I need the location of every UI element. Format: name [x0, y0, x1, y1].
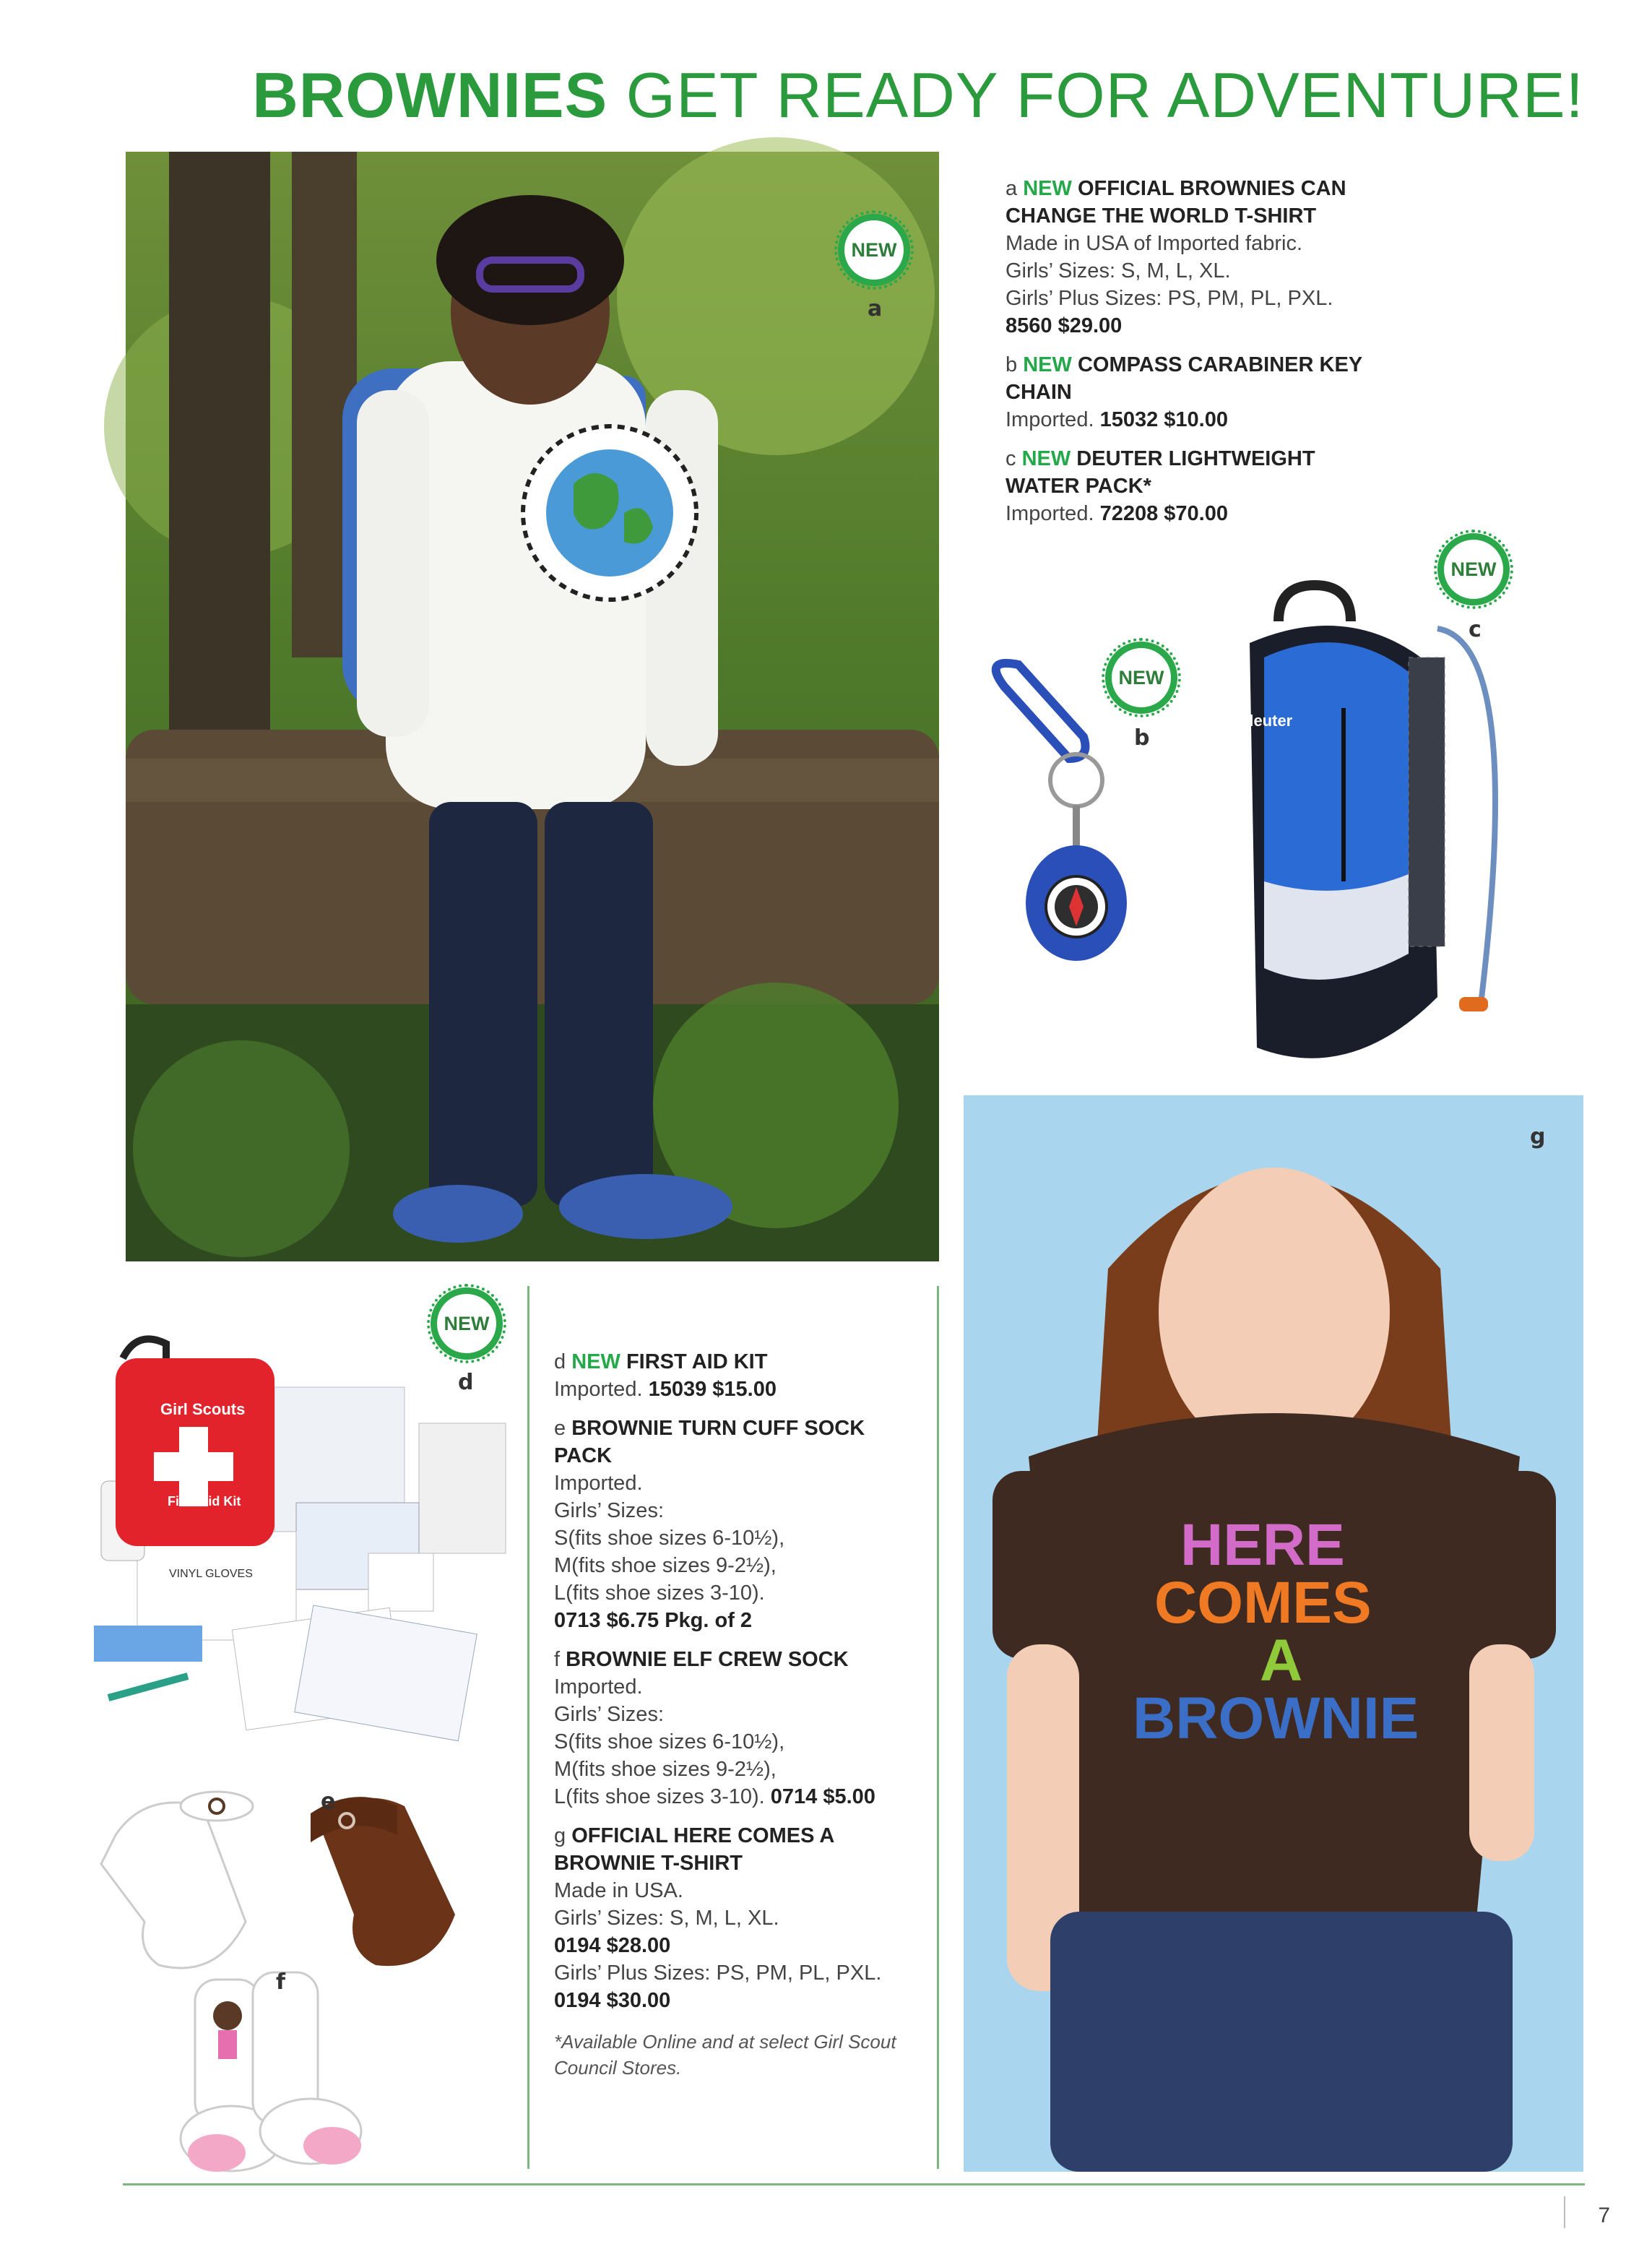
product-e-line4: M(fits shoe sizes 9-2½),: [554, 1554, 777, 1577]
product-e: [554, 1415, 922, 1634]
product-b-code-price: 15032 $10.00: [1099, 408, 1228, 431]
product-g-name: OFFICIAL HERE COMES A BROWNIE T-SHIRT: [554, 1824, 834, 1875]
new-badge-d: NEW: [431, 1287, 503, 1360]
product-a: [1006, 175, 1381, 340]
product-e-line2: Girls’ Sizes:: [554, 1499, 664, 1522]
product-f: [554, 1646, 922, 1811]
product-f-line3: S(fits shoe sizes 6-10½),: [554, 1730, 785, 1753]
product-a-line1: Made in USA of Imported fabric.: [1006, 232, 1303, 255]
product-b: [1006, 351, 1381, 433]
product-b-name: COMPASS CARABINER KEY CHAIN: [1006, 353, 1362, 404]
footnote: *Available Online and at select Girl Scout Council Stores.: [554, 2031, 896, 2079]
page-number-separator: [1564, 2196, 1565, 2228]
shirt-g-here: HERE: [1180, 1512, 1345, 1578]
product-g-code-price-1: 0194 $28.00: [554, 1934, 671, 1957]
description-top: [1006, 175, 1381, 539]
product-f-line1: Imported.: [554, 1675, 643, 1699]
product-f-code-price: 0714 $5.00: [770, 1785, 875, 1808]
product-a-name: OFFICIAL BROWNIES CAN CHANGE THE WORLD T-SHIRT: [1006, 177, 1346, 228]
label-b: b: [1134, 725, 1150, 751]
turn-cuff-socks-image: [101, 1777, 506, 1994]
product-f-last-line: L(fits shoe sizes 3-10).: [554, 1785, 765, 1808]
label-d: d: [458, 1370, 474, 1395]
product-a-letter: a: [1006, 177, 1018, 200]
product-c-name: DEUTER LIGHTWEIGHT WATER PACK*: [1006, 447, 1315, 498]
product-b-letter: b: [1006, 353, 1018, 376]
first-aid-sub-label: First Aid Kit: [168, 1494, 241, 1509]
product-b-new: NEW: [1023, 353, 1072, 376]
label-e: e: [321, 1789, 336, 1814]
product-f-line2: Girls’ Sizes:: [554, 1703, 664, 1726]
first-aid-label: Girl Scouts: [160, 1400, 246, 1418]
title-bold: BROWNIES: [252, 59, 608, 131]
product-g-line3: Girls’ Plus Sizes: PS, PM, PL, PXL.: [554, 1962, 882, 1985]
product-d-letter: d: [554, 1350, 566, 1373]
product-d-new: NEW: [571, 1350, 620, 1373]
product-c-new: NEW: [1021, 447, 1071, 470]
water-pack-image: [1199, 578, 1517, 1069]
product-a-code-price: 8560 $29.00: [1006, 314, 1123, 337]
product-a-line2: Girls’ Sizes: S, M, L, XL.: [1006, 259, 1231, 282]
product-b-origin: Imported.: [1006, 408, 1094, 431]
product-g-code-price-2: 0194 $30.00: [554, 1989, 671, 2012]
product-c-code-price: 72208 $70.00: [1099, 502, 1228, 525]
new-badge-a: NEW: [838, 214, 910, 286]
bottom-rule: [123, 2183, 1585, 2185]
product-f-line4: M(fits shoe sizes 9-2½),: [554, 1758, 777, 1781]
first-aid-kit-image: [87, 1315, 520, 1741]
product-f-name: BROWNIE ELF CREW SOCK: [566, 1648, 849, 1671]
description-bottom: [554, 1348, 922, 2081]
label-a: a: [868, 296, 883, 321]
title-rest: GET READY FOR ADVENTURE!: [626, 59, 1584, 131]
elf-crew-socks-image: [173, 1965, 376, 2182]
product-c: [1006, 445, 1381, 527]
product-g-letter: g: [554, 1824, 566, 1847]
page-number: 7: [1598, 2204, 1610, 2227]
deuter-brand-label: deuter: [1244, 712, 1293, 730]
product-g: [554, 1822, 922, 2014]
product-d-origin: Imported.: [554, 1378, 643, 1401]
product-d: [554, 1348, 922, 1403]
product-e-name: BROWNIE TURN CUFF SOCK PACK: [554, 1417, 865, 1467]
product-a-line3: Girls’ Plus Sizes: PS, PM, PL, PXL.: [1006, 287, 1333, 310]
product-e-line1: Imported.: [554, 1472, 643, 1495]
product-e-code-price: 0713 $6.75 Pkg. of 2: [554, 1609, 753, 1632]
label-f: f: [276, 1969, 286, 1995]
product-c-origin: Imported.: [1006, 502, 1094, 525]
label-g: g: [1530, 1124, 1546, 1149]
product-d-name: FIRST AID KIT: [626, 1350, 768, 1373]
product-f-letter: f: [554, 1648, 561, 1671]
shirt-g-brownie: BROWNIE: [1133, 1686, 1419, 1751]
product-e-line5: L(fits shoe sizes 3-10).: [554, 1581, 765, 1605]
product-e-line3: S(fits shoe sizes 6-10½),: [554, 1527, 785, 1550]
product-g-line1: Made in USA.: [554, 1879, 683, 1902]
new-badge-b: NEW: [1105, 642, 1177, 714]
product-a-new: NEW: [1023, 177, 1072, 200]
product-e-letter: e: [554, 1417, 566, 1440]
photo-girl-forest: [126, 152, 939, 1261]
shirt-g-a: A: [1260, 1628, 1303, 1693]
new-badge-c: NEW: [1437, 533, 1510, 605]
product-d-code-price: 15039 $15.00: [648, 1378, 777, 1401]
vinyl-gloves-label: VINYL GLOVES: [169, 1568, 253, 1580]
divider-middle: [937, 1286, 939, 2169]
divider-left: [527, 1286, 529, 2169]
label-c: c: [1469, 617, 1482, 642]
product-c-letter: c: [1006, 447, 1016, 470]
shirt-g-comes: COMES: [1154, 1570, 1372, 1636]
page-title: [252, 59, 1584, 131]
product-g-line2: Girls’ Sizes: S, M, L, XL.: [554, 1907, 779, 1930]
